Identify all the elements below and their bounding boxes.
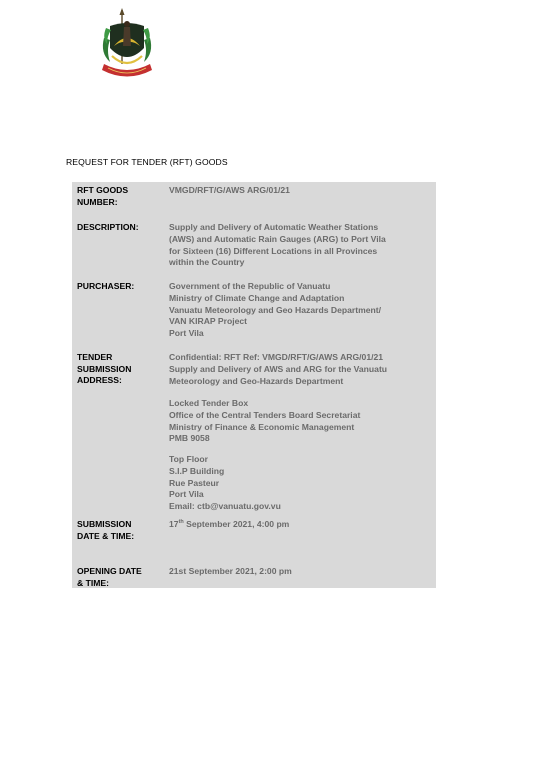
submission-date-label: SUBMISSION DATE & TIME: <box>77 519 135 541</box>
tender-reference-block: Confidential: RFT Ref: VMGD/RFT/G/AWS ARG/01/21 Supply and Delivery of AWS and ARG for the Vanuatu Meteorology and Geo-Hazards Department <box>169 352 388 386</box>
building-address-block: Top Floor S.I.P Building Rue Pasteur Port Vila Email: ctb@vanuatu.gov.vu <box>169 454 433 513</box>
page-title: REQUEST FOR TENDER (RFT) GOODS <box>66 157 228 167</box>
tender-box-address-block: Locked Tender Box Office of the Central Tenders Board Secretariat Ministry of Finance & Economic Management PMB 9058 <box>169 398 361 444</box>
tender-submission-address-label: TENDER SUBMISSION ADDRESS: <box>77 352 132 386</box>
opening-date-value: 21st September 2021, 2:00 pm <box>169 566 292 576</box>
email-link[interactable]: Email: ctb@vanuatu.gov.vu <box>169 501 281 512</box>
submission-date-value: 17th September 2021, 4:00 pm <box>169 519 290 529</box>
opening-date-label: OPENING DATE & TIME: <box>77 566 142 588</box>
description-label: DESCRIPTION: <box>77 222 139 232</box>
purchaser-value: Government of the Republic of Vanuatu Ministry of Climate Change and Adaptation Vanuatu Meteorology and Geo Hazards Department/ VAN KIRAP Project Port Vila <box>169 281 382 339</box>
vanuatu-coat-of-arms-icon <box>96 8 158 84</box>
rft-number-value: VMGD/RFT/G/AWS ARG/01/21 <box>169 185 290 195</box>
description-value: Supply and Delivery of Automatic Weather Stations (AWS) and Automatic Rain Gauges (ARG) to Port Vila for Sixteen (16) Different Locations in all Provinces within the Country <box>169 222 386 268</box>
rft-number-label: RFT GOODS NUMBER: <box>77 185 129 207</box>
purchaser-label: PURCHASER: <box>77 281 135 291</box>
